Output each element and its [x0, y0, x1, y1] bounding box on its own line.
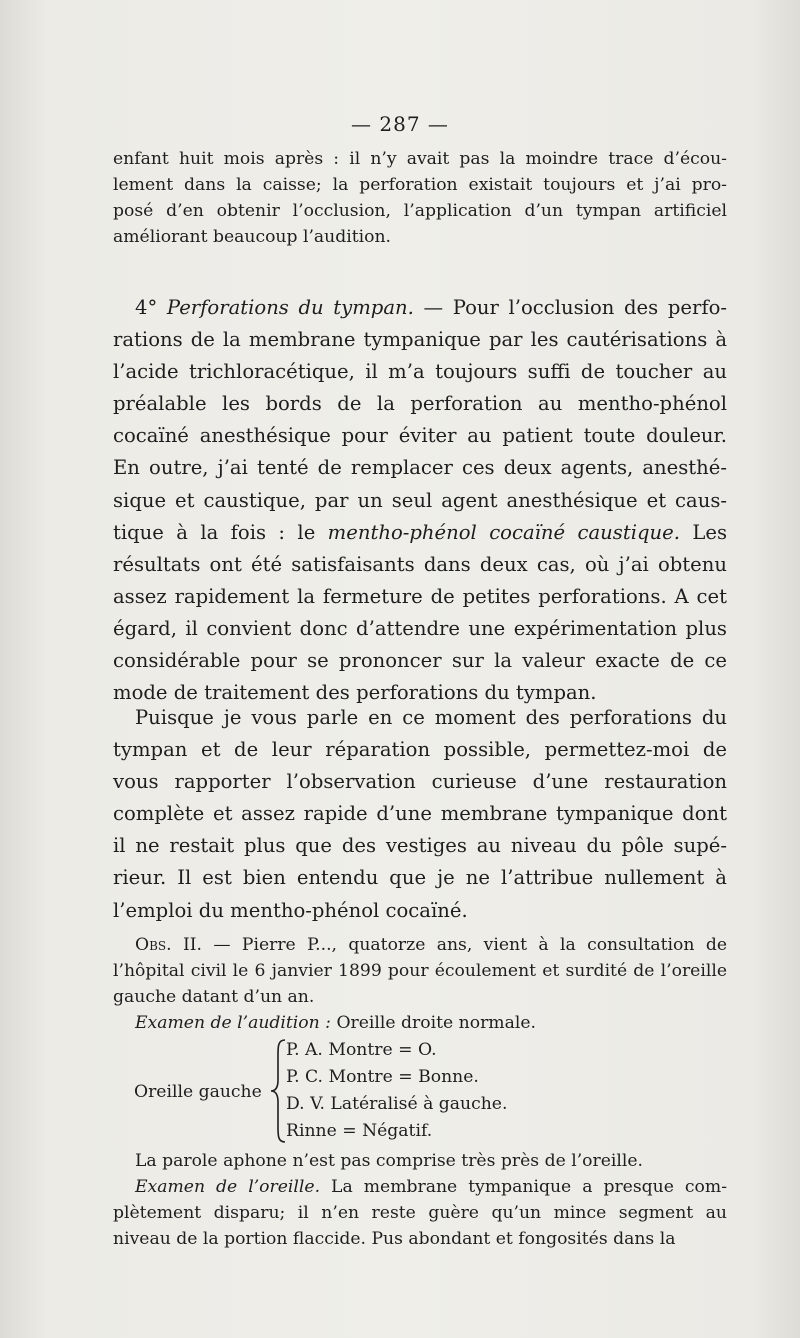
- heading-dash: —: [413, 296, 453, 319]
- text-line: améliorant beaucoup l’audition.: [113, 227, 392, 247]
- text-line: lement dans la caisse; la perforation existait toujours et j’ai pro-: [113, 175, 727, 195]
- observation-intro: [113, 932, 727, 1010]
- section-perforations: [113, 292, 727, 709]
- section-number: 4°: [135, 296, 158, 319]
- exam-label: Examen de l’audition :: [135, 1013, 331, 1033]
- text-line: posé d’en obtenir l’occlusion, l’application d’un tympan artificiel: [113, 201, 727, 221]
- audiometry-row: D. V. Latéralisé à gauche.: [286, 1094, 508, 1114]
- audiometry-row: Rinne = Négatif.: [286, 1121, 433, 1141]
- page-number: — 287 —: [351, 112, 449, 136]
- text-line: enfant huit mois après : il n’y avait pas la moindre trace d’écou-: [113, 149, 727, 169]
- paragraph-restauration: [113, 702, 727, 927]
- examination-block: [113, 1148, 727, 1252]
- voice-test: La parole aphone n’est pas comprise très près de l’oreille.: [135, 1151, 644, 1171]
- exam2-text: La membrane tympanique a presque com- plètement disparu; il n’en reste guère qu’un mince segment au niveau de la portion flaccide. Pus abondant et fongosités dans la: [113, 1177, 727, 1249]
- exam-oreille: [113, 1174, 727, 1252]
- section-paragraph: [113, 292, 727, 709]
- continuation-paragraph: [113, 146, 727, 250]
- observation-block: [113, 932, 727, 1036]
- ear-label: Oreille gauche: [134, 1082, 262, 1102]
- curly-brace-icon: [269, 1038, 287, 1144]
- paragraph-text: Puisque je vous parle en ce moment des perforations du tympan et de leur réparation possible, permettez-moi de vous rapporter l’observation curieuse d’une restauration complète et assez rapide d’une membrane tympanique dont il ne restait plus que des vestiges au niveau du pôle supé- rieur. Il est bien entendu que je ne l’attribue nullement à l’emploi du mentho-phénol cocaïné.: [113, 706, 727, 922]
- section-text-1: Pour l’occlusion des perfo- rations de la membrane tympanique par les cautérisations à l’acide trichloracétique, il m’a toujours suffi de toucher au préalable les bords de la perforation au mentho-phénol cocaïné anesthésique pour éviter au patient toute douleur. En outre, j’ai tenté de remplacer ces deux agents, anesthé- sique et caustique, par un seul agent anesthésique et caus- tique à la fois : le: [113, 296, 727, 544]
- exam2-label: Examen de l’oreille.: [135, 1177, 321, 1197]
- emphasis-term: mentho-phénol cocaïné caustique.: [327, 520, 680, 544]
- observation-text: — Pierre P..., quatorze ans, vient à la consultation de l’hôpital civil le 6 janvier 1899 pour écoulement et surdité de l’oreille gauche datant d’un an.: [113, 935, 727, 1007]
- exam-audition: [113, 1010, 727, 1036]
- observation-label: Obs. II.: [135, 935, 202, 955]
- exam-text: Oreille droite normale.: [330, 1013, 536, 1033]
- audiometry-row: P. A. Montre = O.: [286, 1040, 437, 1060]
- section-heading: Perforations du tympan.: [166, 296, 414, 319]
- audiometry-row: P. C. Montre = Bonne.: [286, 1067, 479, 1087]
- audiometry-table: [132, 1038, 692, 1146]
- section-text-2: Les résultats ont été satisfaisants dans deux cas, où j’ai obtenu assez rapidement la fermeture de petites perforations. A cet égard, il convient donc d’attendre une expérimentation plus considérable pour se prononcer sur la valeur exacte de ce mode de traitement des perforations du tympan.: [113, 520, 727, 705]
